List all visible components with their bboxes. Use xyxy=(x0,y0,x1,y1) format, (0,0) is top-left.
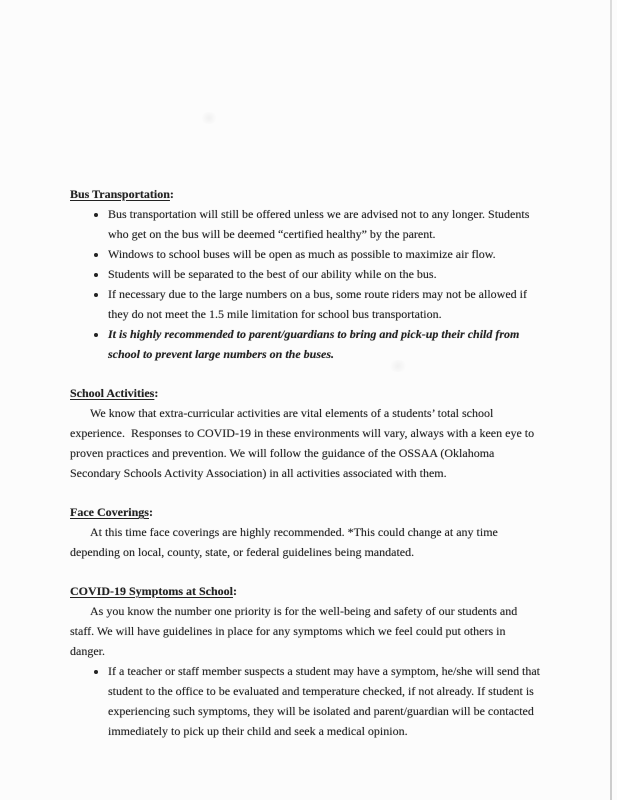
heading-colon: : xyxy=(169,187,174,201)
section-bus-transportation xyxy=(70,184,548,364)
heading-text: COVID-19 Symptoms at School xyxy=(70,584,234,598)
bullet-list-covid-symptoms xyxy=(70,661,548,741)
section-heading-face-coverings xyxy=(70,502,548,522)
heading-text: Face Coverings xyxy=(70,505,149,519)
heading-text: School Activities xyxy=(70,386,155,400)
paragraph: We know that extra-curricular activities are vital elements of a students’ total school experience. Responses to COVID-19 in these environments will vary, always with a keen eye to proven practices and prevention. We will follow the guidance of the OSSAA (Oklahoma Secondary Schools Activity Association) in all activities associated with them. xyxy=(70,406,538,480)
list-item: • Windows to school buses will be open as much as possible to maximize air flow. xyxy=(108,244,548,264)
bullet-list-bus-transportation xyxy=(70,204,548,364)
paragraph: At this time face coverings are highly recommended. *This could change at any time depending on local, county, state, or federal guidelines being mandated. xyxy=(70,525,501,559)
list-item-emphasized: • It is highly recommended to parent/guardians to bring and pick-up their child from school to prevent large numbers on the buses. xyxy=(108,324,548,364)
document-content xyxy=(70,184,548,741)
heading-colon: : xyxy=(233,584,238,598)
section-heading-covid-symptoms xyxy=(70,581,548,601)
scanner-edge-line xyxy=(610,0,612,800)
section-school-activities xyxy=(70,383,548,483)
section-covid-symptoms xyxy=(70,581,548,741)
section-face-coverings xyxy=(70,502,548,562)
heading-colon: : xyxy=(154,386,159,400)
list-item: • Bus transportation will still be offered unless we are advised not to any longer. Students who get on the bus will be deemed “certified healthy” by the parent. xyxy=(108,204,548,244)
heading-text: Bus Transportation xyxy=(70,187,170,201)
heading-colon: : xyxy=(148,505,153,519)
section-heading-bus-transportation xyxy=(70,184,548,204)
paragraph: As you know the number one priority is for the well-being and safety of our students and staff. We will have guidelines in place for any symptoms which we feel could put others in danger. xyxy=(70,604,521,658)
section-heading-school-activities xyxy=(70,383,548,403)
scan-artifact-smudge xyxy=(200,112,218,124)
list-item: • If necessary due to the large numbers on a bus, some route riders may not be allowed if they do not meet the 1.5 mile limitation for school bus transportation. xyxy=(108,284,548,324)
list-item: • If a teacher or staff member suspects a student may have a symptom, he/she will send that student to the office to be evaluated and temperature checked, if not already. If student is experiencing such symptoms, they will be isolated and parent/guardian will be contacted immediately to pick up their child and seek a medical opinion. xyxy=(108,661,548,741)
list-item: • Students will be separated to the best of our ability while on the bus. xyxy=(108,264,548,284)
